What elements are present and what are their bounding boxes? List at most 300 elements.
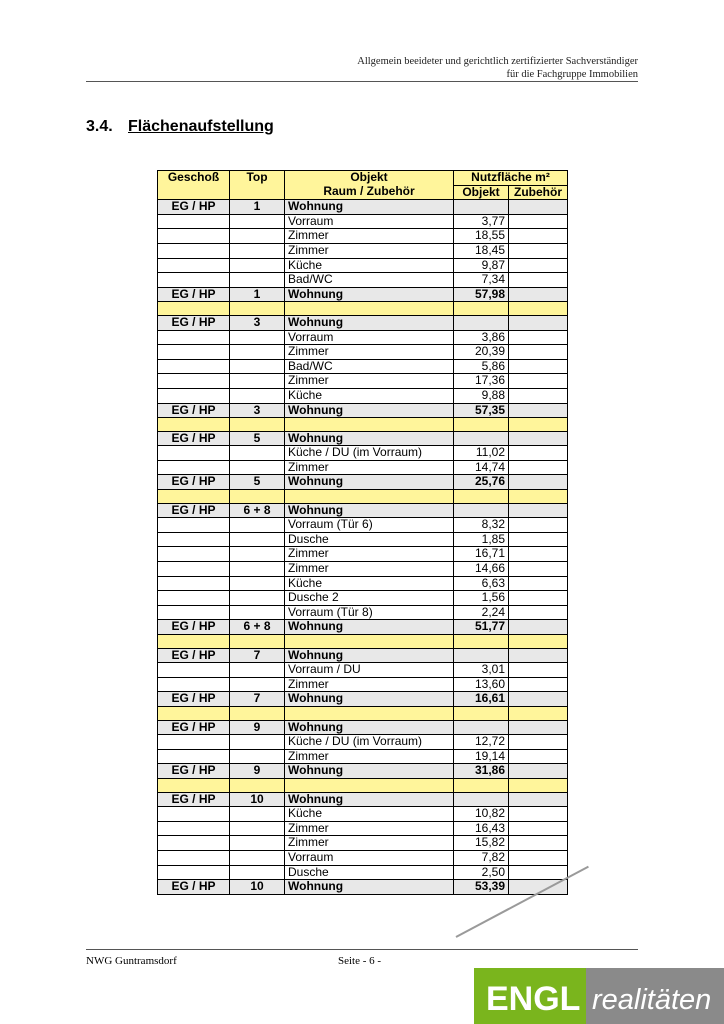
cell-top (230, 359, 285, 374)
cell-geschoss (158, 591, 230, 606)
header-zubehoer-col: Zubehör (509, 185, 568, 200)
cell-raum: Zimmer (285, 374, 454, 389)
table-row (158, 850, 568, 865)
cell-raum: Vorraum / DU (285, 663, 454, 678)
cell-geschoss (158, 635, 230, 649)
cell-raum: Vorraum (Tür 8) (285, 605, 454, 620)
cell-top: 3 (230, 403, 285, 418)
cell-top (230, 490, 285, 504)
cell-raum: Zimmer (285, 562, 454, 577)
cell-objekt: 57,98 (454, 287, 509, 302)
table-row (158, 547, 568, 562)
cell-geschoss (158, 258, 230, 273)
cell-zubehoer (509, 850, 568, 865)
cell-top (230, 591, 285, 606)
footer-project: NWG Guntramsdorf (86, 955, 177, 967)
table-row (158, 576, 568, 591)
cell-zubehoer (509, 807, 568, 822)
cell-objekt: 20,39 (454, 345, 509, 360)
header-divider (86, 81, 638, 82)
cell-objekt: 51,77 (454, 620, 509, 635)
cell-zubehoer (509, 359, 568, 374)
cell-top: 10 (230, 792, 285, 807)
table-header-row-1 (158, 171, 568, 186)
cell-top: 5 (230, 475, 285, 490)
sum-row (158, 287, 568, 302)
cell-zubehoer (509, 865, 568, 880)
cell-top (230, 229, 285, 244)
sum-row (158, 764, 568, 779)
page-header (357, 55, 638, 81)
cell-geschoss (158, 229, 230, 244)
header-line-1: Allgemein beeideter und gerichtlich zertifizierter Sachverständiger (357, 56, 638, 67)
cell-objekt: 17,36 (454, 374, 509, 389)
cell-zubehoer (509, 576, 568, 591)
cell-raum: Dusche (285, 532, 454, 547)
cell-zubehoer (509, 273, 568, 288)
cell-raum: Dusche (285, 865, 454, 880)
cell-zubehoer (509, 258, 568, 273)
cell-objekt (454, 635, 509, 649)
cell-top (230, 446, 285, 461)
cell-objekt: 18,45 (454, 243, 509, 258)
cell-objekt: 14,74 (454, 460, 509, 475)
cell-top (230, 850, 285, 865)
table-row (158, 214, 568, 229)
cell-top: 10 (230, 880, 285, 895)
cell-objekt: 8,32 (454, 518, 509, 533)
cell-top (230, 374, 285, 389)
cell-zubehoer (509, 720, 568, 735)
cell-objekt (454, 431, 509, 446)
cell-geschoss (158, 302, 230, 316)
cell-top (230, 388, 285, 403)
cell-objekt (454, 778, 509, 792)
cell-raum: Wohnung (285, 720, 454, 735)
cell-geschoss (158, 418, 230, 432)
cell-raum: Wohnung (285, 792, 454, 807)
cell-geschoss (158, 663, 230, 678)
cell-geschoss (158, 576, 230, 591)
cell-top (230, 635, 285, 649)
cell-zubehoer (509, 388, 568, 403)
cell-geschoss: EG / HP (158, 475, 230, 490)
cell-objekt: 57,35 (454, 403, 509, 418)
cell-zubehoer (509, 764, 568, 779)
cell-zubehoer (509, 200, 568, 215)
cell-raum: Wohnung (285, 200, 454, 215)
cell-geschoss: EG / HP (158, 200, 230, 215)
table-row (158, 591, 568, 606)
cell-geschoss (158, 836, 230, 851)
cell-geschoss (158, 735, 230, 750)
cell-zubehoer (509, 591, 568, 606)
cell-zubehoer (509, 431, 568, 446)
cell-raum: Vorraum (285, 330, 454, 345)
cell-objekt: 16,71 (454, 547, 509, 562)
cell-top (230, 345, 285, 360)
cell-objekt (454, 503, 509, 518)
cell-geschoss (158, 749, 230, 764)
table-row (158, 605, 568, 620)
cell-top (230, 821, 285, 836)
cell-top (230, 865, 285, 880)
unit-title-row (158, 200, 568, 215)
cell-top (230, 532, 285, 547)
cell-zubehoer (509, 836, 568, 851)
cell-zubehoer (509, 735, 568, 750)
cell-geschoss (158, 388, 230, 403)
table-row (158, 330, 568, 345)
cell-raum: Wohnung (285, 692, 454, 707)
cell-objekt: 1,85 (454, 532, 509, 547)
separator-row (158, 490, 568, 504)
unit-title-row (158, 431, 568, 446)
cell-top (230, 663, 285, 678)
header-geschoss: Geschoß (158, 171, 230, 200)
cell-objekt (454, 706, 509, 720)
sum-row (158, 692, 568, 707)
cell-zubehoer (509, 330, 568, 345)
cell-geschoss: EG / HP (158, 792, 230, 807)
cell-objekt: 53,39 (454, 880, 509, 895)
section-heading: Flächenaufstellung (128, 118, 274, 135)
area-table (157, 170, 568, 895)
section-number: 3.4. (86, 118, 113, 135)
cell-top (230, 518, 285, 533)
cell-geschoss (158, 446, 230, 461)
table-row (158, 359, 568, 374)
cell-objekt: 16,61 (454, 692, 509, 707)
sum-row (158, 403, 568, 418)
cell-raum: Wohnung (285, 503, 454, 518)
separator-row (158, 635, 568, 649)
cell-top: 6 + 8 (230, 503, 285, 518)
cell-geschoss (158, 547, 230, 562)
cell-top (230, 562, 285, 577)
cell-raum (285, 490, 454, 504)
cell-raum: Bad/WC (285, 359, 454, 374)
cell-geschoss (158, 532, 230, 547)
cell-raum: Wohnung (285, 403, 454, 418)
cell-top (230, 273, 285, 288)
table-row (158, 243, 568, 258)
table-row (158, 273, 568, 288)
cell-top (230, 547, 285, 562)
header-line-2: für die Fachgruppe Immobilien (506, 69, 638, 80)
cell-zubehoer (509, 403, 568, 418)
header-objekt-col: Objekt (454, 185, 509, 200)
table-row (158, 749, 568, 764)
cell-zubehoer (509, 663, 568, 678)
cell-geschoss (158, 778, 230, 792)
section-title (86, 118, 274, 136)
cell-top (230, 460, 285, 475)
cell-top (230, 243, 285, 258)
cell-raum (285, 778, 454, 792)
cell-top (230, 330, 285, 345)
table-row (158, 562, 568, 577)
cell-zubehoer (509, 792, 568, 807)
cell-top: 1 (230, 287, 285, 302)
cell-zubehoer (509, 302, 568, 316)
cell-objekt: 16,43 (454, 821, 509, 836)
cell-geschoss (158, 807, 230, 822)
cell-objekt: 19,14 (454, 749, 509, 764)
cell-zubehoer (509, 460, 568, 475)
footer-page-number: Seite - 6 - (338, 955, 382, 967)
cell-zubehoer (509, 532, 568, 547)
table-row (158, 374, 568, 389)
table-row (158, 388, 568, 403)
cell-zubehoer (509, 778, 568, 792)
footer-divider (86, 949, 638, 950)
cell-raum: Küche (285, 807, 454, 822)
cell-zubehoer (509, 518, 568, 533)
cell-raum: Küche (285, 258, 454, 273)
cell-objekt: 3,86 (454, 330, 509, 345)
cell-zubehoer (509, 749, 568, 764)
cell-raum: Zimmer (285, 229, 454, 244)
cell-zubehoer (509, 287, 568, 302)
cell-zubehoer (509, 214, 568, 229)
cell-raum: Wohnung (285, 475, 454, 490)
cell-raum: Küche / DU (im Vorraum) (285, 735, 454, 750)
sum-row (158, 620, 568, 635)
logo-word-engl: ENGL (486, 980, 581, 1018)
cell-raum: Zimmer (285, 547, 454, 562)
cell-zubehoer (509, 562, 568, 577)
cell-raum: Wohnung (285, 620, 454, 635)
cell-top: 1 (230, 200, 285, 215)
cell-raum: Küche (285, 388, 454, 403)
engl-logo (474, 968, 724, 1024)
cell-top (230, 418, 285, 432)
cell-top: 9 (230, 764, 285, 779)
cell-zubehoer (509, 648, 568, 663)
cell-objekt: 5,86 (454, 359, 509, 374)
cell-geschoss (158, 273, 230, 288)
cell-top: 6 + 8 (230, 620, 285, 635)
cell-geschoss (158, 359, 230, 374)
cell-objekt (454, 792, 509, 807)
cell-objekt (454, 302, 509, 316)
table-row (158, 821, 568, 836)
cell-zubehoer (509, 635, 568, 649)
table-row (158, 258, 568, 273)
cell-geschoss: EG / HP (158, 692, 230, 707)
cell-top (230, 735, 285, 750)
cell-geschoss: EG / HP (158, 648, 230, 663)
cell-zubehoer (509, 706, 568, 720)
cell-raum: Zimmer (285, 821, 454, 836)
separator-row (158, 302, 568, 316)
separator-row (158, 778, 568, 792)
cell-objekt: 11,02 (454, 446, 509, 461)
cell-top: 9 (230, 720, 285, 735)
cell-objekt: 14,66 (454, 562, 509, 577)
table-row (158, 532, 568, 547)
table-row (158, 446, 568, 461)
cell-zubehoer (509, 243, 568, 258)
cell-raum: Vorraum (Tür 6) (285, 518, 454, 533)
cell-objekt: 7,34 (454, 273, 509, 288)
cell-raum: Wohnung (285, 764, 454, 779)
cell-zubehoer (509, 345, 568, 360)
cell-zubehoer (509, 475, 568, 490)
cell-geschoss: EG / HP (158, 764, 230, 779)
cell-top (230, 214, 285, 229)
cell-geschoss (158, 518, 230, 533)
cell-top: 5 (230, 431, 285, 446)
cell-top (230, 605, 285, 620)
cell-zubehoer (509, 418, 568, 432)
cell-objekt (454, 490, 509, 504)
table-row (158, 735, 568, 750)
cell-zubehoer (509, 692, 568, 707)
cell-objekt: 25,76 (454, 475, 509, 490)
cell-raum: Vorraum (285, 850, 454, 865)
logo-word-realitaeten: realitäten (592, 984, 712, 1016)
cell-geschoss: EG / HP (158, 287, 230, 302)
cell-raum: Bad/WC (285, 273, 454, 288)
cell-top (230, 749, 285, 764)
cell-raum: Zimmer (285, 749, 454, 764)
cell-geschoss (158, 460, 230, 475)
separator-row (158, 418, 568, 432)
cell-geschoss (158, 243, 230, 258)
cell-raum: Zimmer (285, 677, 454, 692)
cell-objekt: 6,63 (454, 576, 509, 591)
cell-geschoss (158, 706, 230, 720)
table-row (158, 460, 568, 475)
cell-top (230, 807, 285, 822)
cell-objekt: 3,01 (454, 663, 509, 678)
cell-geschoss (158, 330, 230, 345)
table-row (158, 807, 568, 822)
table-row (158, 865, 568, 880)
header-top: Top (230, 171, 285, 200)
table-row (158, 345, 568, 360)
cell-raum (285, 635, 454, 649)
cell-zubehoer (509, 677, 568, 692)
cell-objekt: 15,82 (454, 836, 509, 851)
cell-geschoss (158, 490, 230, 504)
cell-zubehoer (509, 229, 568, 244)
cell-objekt: 3,77 (454, 214, 509, 229)
cell-geschoss: EG / HP (158, 431, 230, 446)
header-nutzflaeche: Nutzfläche m² (454, 171, 568, 186)
cell-zubehoer (509, 503, 568, 518)
cell-geschoss: EG / HP (158, 315, 230, 330)
header-objekt: Objekt (285, 171, 454, 186)
cell-geschoss (158, 850, 230, 865)
cell-objekt: 2,50 (454, 865, 509, 880)
cell-objekt (454, 648, 509, 663)
cell-objekt (454, 200, 509, 215)
cell-objekt (454, 418, 509, 432)
cell-geschoss (158, 345, 230, 360)
unit-title-row (158, 315, 568, 330)
table-row (158, 663, 568, 678)
unit-title-row (158, 503, 568, 518)
cell-raum: Wohnung (285, 431, 454, 446)
cell-geschoss (158, 821, 230, 836)
cell-geschoss: EG / HP (158, 403, 230, 418)
cell-raum (285, 706, 454, 720)
cell-raum: Wohnung (285, 648, 454, 663)
cell-raum: Zimmer (285, 345, 454, 360)
unit-title-row (158, 792, 568, 807)
cell-raum: Zimmer (285, 836, 454, 851)
cell-geschoss: EG / HP (158, 720, 230, 735)
cell-objekt (454, 720, 509, 735)
cell-zubehoer (509, 620, 568, 635)
cell-objekt (454, 315, 509, 330)
table-row (158, 677, 568, 692)
cell-raum: Wohnung (285, 287, 454, 302)
cell-top (230, 836, 285, 851)
unit-title-row (158, 648, 568, 663)
cell-raum: Wohnung (285, 315, 454, 330)
cell-top: 3 (230, 315, 285, 330)
cell-objekt: 13,60 (454, 677, 509, 692)
cell-raum: Zimmer (285, 460, 454, 475)
unit-title-row (158, 720, 568, 735)
cell-geschoss (158, 865, 230, 880)
cell-raum: Dusche 2 (285, 591, 454, 606)
cell-raum (285, 418, 454, 432)
cell-geschoss (158, 605, 230, 620)
cell-top: 7 (230, 648, 285, 663)
cell-geschoss (158, 677, 230, 692)
cell-zubehoer (509, 446, 568, 461)
cell-raum: Vorraum (285, 214, 454, 229)
cell-zubehoer (509, 374, 568, 389)
sum-row (158, 880, 568, 895)
cell-objekt: 1,56 (454, 591, 509, 606)
cell-objekt: 12,72 (454, 735, 509, 750)
table-row (158, 229, 568, 244)
table-row (158, 518, 568, 533)
cell-top (230, 302, 285, 316)
cell-geschoss (158, 562, 230, 577)
cell-raum (285, 302, 454, 316)
cell-geschoss (158, 374, 230, 389)
cell-objekt: 7,82 (454, 850, 509, 865)
cell-raum: Küche (285, 576, 454, 591)
cell-objekt: 9,88 (454, 388, 509, 403)
cell-objekt: 10,82 (454, 807, 509, 822)
cell-top (230, 677, 285, 692)
cell-raum: Zimmer (285, 243, 454, 258)
cell-zubehoer (509, 547, 568, 562)
header-raum: Raum / Zubehör (285, 185, 454, 200)
cell-zubehoer (509, 490, 568, 504)
cell-zubehoer (509, 821, 568, 836)
cell-geschoss: EG / HP (158, 880, 230, 895)
separator-row (158, 706, 568, 720)
table-row (158, 836, 568, 851)
cell-top (230, 778, 285, 792)
cell-objekt: 18,55 (454, 229, 509, 244)
cell-top (230, 576, 285, 591)
sum-row (158, 475, 568, 490)
cell-zubehoer (509, 605, 568, 620)
cell-top (230, 258, 285, 273)
cell-raum: Küche / DU (im Vorraum) (285, 446, 454, 461)
cell-objekt: 9,87 (454, 258, 509, 273)
